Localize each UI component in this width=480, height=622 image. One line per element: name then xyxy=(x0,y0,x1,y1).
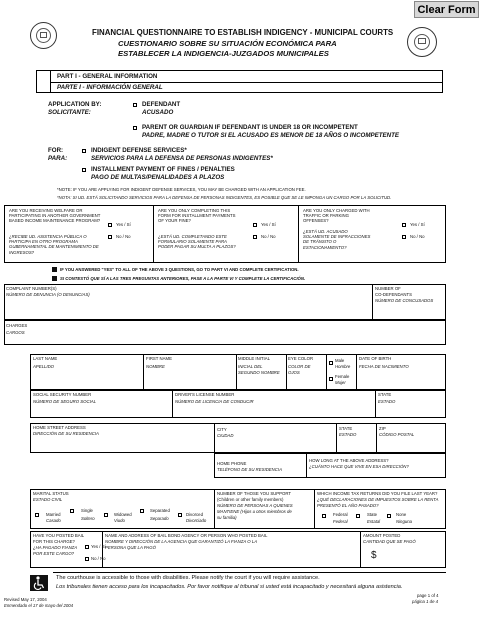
dl-label-en: DRIVER'S LICENSE NUMBER xyxy=(175,392,235,397)
marital-label-es: ESTADO CIVIL xyxy=(33,497,63,502)
title-spanish-line2: ESTABLECER LA INDIGENCIA-JUZGADOS MUNICIPALES xyxy=(118,49,329,58)
clear-form-button[interactable]: Clear Form xyxy=(414,1,479,18)
codefendants-label-es: NÚMERO DE CONCUSADOS xyxy=(375,298,434,303)
q2-es: ¿ESTÁ UD. COMPLETANDO ESTE FORMULARIO SOLAMENTE PARA PODER PAGAR SU MULTA A PLAZOS? xyxy=(158,234,236,250)
bail-label-en1: HAVE YOU POSTED BAIL xyxy=(33,533,85,538)
court-seal-right xyxy=(407,27,437,57)
charges-row xyxy=(4,320,446,345)
parent-es: PADRE, MADRE O TUTOR SI EL ACUSADO ES MENOR DE 18 AÑOS O INCOMPETENTE xyxy=(142,132,400,139)
parent-en: PARENT OR GUARDIAN IF DEFENDANT IS UNDER 18 OR INCOMPETENT xyxy=(142,124,358,131)
support-label-en1: NUMBER OF THOSE YOU SUPPORT xyxy=(217,491,292,496)
bail-no-checkbox[interactable] xyxy=(85,557,89,561)
codefendants-label-en2: CO-DEFENDANTS xyxy=(375,292,413,297)
divorced-label-es: Divorciado xyxy=(186,518,207,523)
widowed-label-es: Viudo xyxy=(114,518,125,523)
bondsman-label-es1: NOMBRE Y DIRECCIÓN DE LA AGENCIA QUE GARANTIZÓ LA FIANZA O LA xyxy=(105,539,258,544)
state-label-es: ESTADO xyxy=(378,399,396,404)
state-label-en: STATE xyxy=(378,392,392,397)
bail-label-es2: POR ESTE CARGO? xyxy=(33,551,75,556)
address-label-es: DIRECCIÓN DE SU RESIDENCIA xyxy=(33,431,99,436)
defendant-checkbox[interactable] xyxy=(133,103,137,107)
dl-label-es: NÚMERO DE LICENCIA DE CONDUCIR xyxy=(175,399,254,404)
application-label-es: SOLICITANTE: xyxy=(48,109,91,116)
none-label-es: Ninguna xyxy=(396,519,413,524)
q1-es: ¿RECIBE UD. ASISTENCIA PÚBLICA O PARTICIPA EN OTRO PROGRAMA GUBERNAMENTAL DE MANTENIMIENTO DE INGRESOS? xyxy=(9,234,99,255)
married-label-es: Casado xyxy=(46,518,61,523)
eye-label-en: EYE COLOR xyxy=(288,356,314,361)
address-label-en: HOME STREET ADDRESS xyxy=(33,425,86,430)
state-tax-label: State xyxy=(367,512,378,517)
charges-label-en: CHARGES xyxy=(6,323,28,328)
separated-checkbox[interactable] xyxy=(140,509,144,513)
single-label-es: Soltero xyxy=(81,516,95,521)
fines-en: INSTALLMENT PAYMENT OF FINES / PENALTIES xyxy=(91,166,235,173)
q2-no: No / No xyxy=(261,234,276,239)
complaint-label-es: NÚMERO DE DENUNCIA (O DENUNCIAS) xyxy=(6,292,90,297)
city-label-es: CIUDAD xyxy=(217,433,234,438)
female-checkbox[interactable] xyxy=(329,377,333,381)
bondsman-label-es2: PERSONA QUE LA PAGÓ xyxy=(105,545,156,550)
separated-label-es: Separado xyxy=(150,516,169,521)
q3-en: ARE YOU ONLY CHARGED WITH TRAFFIC OR PARKING OFFENSES? xyxy=(303,208,370,224)
bail-yes-checkbox[interactable] xyxy=(85,545,89,549)
separated-label: Separated xyxy=(150,508,170,513)
eye-label-es2: OJOS xyxy=(288,370,300,375)
q3-no: No / No xyxy=(410,234,425,239)
charges-label-es: CARGOS xyxy=(6,330,25,335)
for-label-en: FOR: xyxy=(48,147,64,154)
state2-label-en: STATE xyxy=(339,426,353,431)
note-es: *NOTA: SI UD. ESTÁ SOLICITANDO SERVICIOS PARA LA DEFENSA DE PERSONAS INDIGENTES, ES POSIBLE QUE SE LE IMPONGA UN CARGO POR LA SOLICITUD. xyxy=(57,195,392,200)
howlong-label-en: HOW LONG AT THE ABOVE ADDRESS? xyxy=(309,458,389,463)
dollar-sign: $ xyxy=(371,550,377,561)
support-label-en2: (Children or other family members) xyxy=(217,497,284,502)
wheelchair-icon xyxy=(30,575,48,591)
page-es: página 1 de 4 xyxy=(412,599,439,604)
for-label-es: PARA: xyxy=(48,155,68,162)
instruction-marker-es xyxy=(52,276,57,281)
middle-label-es2: SEGUNDO NOMBRE xyxy=(238,370,280,375)
support-label-es2: MANTIENE (Hijos u otros miembros de xyxy=(217,509,292,514)
bail-no-label: No / No xyxy=(91,556,106,561)
phone-label-en: HOME PHONE xyxy=(217,461,247,466)
instruction-en: IF YOU ANSWERED "YES" TO ALL OF THE ABOVE 3 QUESTIONS, GO TO PART VI AND COMPLETE CERTIFICATION. xyxy=(60,267,299,272)
tax-label-en: WHICH INCOME TAX RETURNS DID YOU FILE LAST YEAR? xyxy=(317,491,438,496)
parent-checkbox[interactable] xyxy=(133,126,137,130)
widowed-label: Widowed xyxy=(114,512,132,517)
support-label-es3: su familia) xyxy=(217,515,237,520)
court-seal-left xyxy=(30,22,57,49)
female-label-es: Mujer xyxy=(335,380,346,385)
q1-yes: Yes / Sí xyxy=(116,222,131,227)
male-checkbox[interactable] xyxy=(329,361,333,365)
federal-checkbox[interactable] xyxy=(322,514,326,518)
middle-label-en: MIDDLE INITIAL xyxy=(238,356,270,361)
indigent-services-checkbox[interactable] xyxy=(82,149,86,153)
complaint-input[interactable] xyxy=(6,300,366,317)
marital-label-en: MARITAL STATUS xyxy=(33,491,69,496)
accessibility-en: The courthouse is accessible to those with disabilities. Please notify the court if you will require assistance. xyxy=(56,575,320,581)
q3-yes: Yes / Sí xyxy=(410,222,425,227)
q3-no-checkbox[interactable] xyxy=(402,235,406,239)
dob-label-en: DATE OF BIRTH xyxy=(359,356,392,361)
ssn-label-en: SOCIAL SECURITY NUMBER xyxy=(33,392,92,397)
title-spanish-line1: CUESTIONARIO SOBRE SU SITUACIÓN ECONÓMICA PARA xyxy=(118,39,337,48)
male-label: Male xyxy=(335,358,345,363)
services-es: SERVICIOS PARA LA DEFENSA DE PERSONAS INDIGENTES* xyxy=(91,155,273,162)
none-checkbox[interactable] xyxy=(387,514,391,518)
instruction-es: SI CONTESTÓ QUE SÍ A LAS TRES PREGUNTAS ANTERIORES, PASE A LA PARTE VI Y COMPLETE LA CERTIFICACIÓN. xyxy=(60,276,306,281)
codefendants-label-en1: NUMBER OF xyxy=(375,286,401,291)
q3-yes-checkbox[interactable] xyxy=(402,223,406,227)
application-label-en: APPLICATION BY: xyxy=(48,101,102,108)
federal-label-es: Federal xyxy=(333,519,348,524)
eye-label-es1: COLOR DE xyxy=(288,364,311,369)
instruction-marker-en xyxy=(52,267,57,272)
revised-es: Enmendado el 17 de mayo del 2004 xyxy=(4,603,74,608)
q2-yes-checkbox[interactable] xyxy=(253,223,257,227)
q1-no-checkbox[interactable] xyxy=(108,235,112,239)
female-label: Female xyxy=(335,374,350,379)
tax-label-es1: ¿QUÉ DECLARACIONES DE IMPUESTOS SOBRE LA RENTA xyxy=(317,497,439,502)
widowed-checkbox[interactable] xyxy=(104,513,108,517)
federal-label: Federal xyxy=(333,512,348,517)
bondsman-label-en: NAME AND ADDRESS OF BAIL BOND AGENCY OR PERSON WHO POSTED BAIL xyxy=(105,533,268,538)
first-name-label-en: FIRST NAME xyxy=(146,356,172,361)
part1-title-en: PART I - GENERAL INFORMATION xyxy=(57,73,158,80)
page-en: page 1 of 4 xyxy=(417,593,439,598)
services-en: INDIGENT DEFENSE SERVICES* xyxy=(91,147,187,154)
bail-label-es1: ¿HA PAGADO FIANZA xyxy=(33,545,78,550)
defendant-en: DEFENDANT xyxy=(142,101,181,108)
q1-no: No / No xyxy=(116,234,131,239)
divorced-checkbox[interactable] xyxy=(178,513,182,517)
amount-label-es: CANTIDAD QUE SE PAGÓ xyxy=(363,539,416,544)
q3-es: ¿ESTÁ UD. ACUSADO SOLAMENTE DE INFRACCIONES DE TRÁNSITO O ESTACIONAMIENTO? xyxy=(303,229,371,250)
fines-es: PAGO DE MULTAS/PENALIDADES A PLAZOS xyxy=(91,174,225,181)
accessibility-es: Los tribunales tienen acceso para los incapacitados. Por favor notifique al tribunal si usted está incapacitado y necesitará alguna asistencia. xyxy=(56,584,403,590)
last-name-label-es: APELLIDO xyxy=(33,364,55,369)
state2-label-es: ESTADO xyxy=(339,432,357,437)
bail-label-en2: FOR THIS CHARGE? xyxy=(33,539,75,544)
phone-label-es: TELÉFONO DE SU RESIDENCIA xyxy=(217,467,282,472)
defendant-es: ACUSADO xyxy=(142,109,174,116)
amount-label-en: AMOUNT POSTED xyxy=(363,533,401,538)
support-label-es1: NÚMERO DE PERSONAS A QUIENES xyxy=(217,503,293,508)
q2-yes: Yes / Sí xyxy=(261,222,276,227)
q1-yes-checkbox[interactable] xyxy=(108,223,112,227)
dob-label-es: FECHA DE NACIMIENTO xyxy=(359,364,409,369)
ssn-label-es: NÚMERO DE SEGURO SOCIAL xyxy=(33,399,97,404)
state-tax-label-es: Estatal xyxy=(367,519,381,524)
part1-title-es: PARTE I - INFORMACIÓN GENERAL xyxy=(57,84,163,91)
installment-checkbox[interactable] xyxy=(82,168,86,172)
q2-en: ARE YOU ONLY COMPLETING THIS FORM FOR INSTALLMENT PAYMENTS OF YOUR FINE? xyxy=(158,208,236,224)
title-english: FINANCIAL QUESTIONNAIRE TO ESTABLISH INDIGENCY - MUNICIPAL COURTS xyxy=(92,28,394,37)
male-label-es: Hombre xyxy=(335,364,351,369)
last-name-label-en: LAST NAME xyxy=(33,356,58,361)
middle-label-es1: INICIAL DEL xyxy=(238,364,263,369)
married-checkbox[interactable] xyxy=(35,513,39,517)
zip-label-es: CÓDIGO POSTAL xyxy=(379,432,415,437)
revised-en: Revised May 17, 2004 xyxy=(4,597,47,602)
single-checkbox[interactable] xyxy=(70,509,74,513)
state-tax-checkbox[interactable] xyxy=(356,514,360,518)
single-label: Single xyxy=(81,508,93,513)
note-en: *NOTE: IF YOU ARE APPLYING FOR INDIGENT DEFENSE SERVICES, YOU MAY BE CHARGED WITH AN APPLICATION FEE. xyxy=(57,187,306,192)
married-label: Married xyxy=(46,512,61,517)
none-label: None xyxy=(396,512,407,517)
tax-label-es2: PRESENTÓ EL AÑO PASADO? xyxy=(317,503,379,508)
bail-yes-label: Yes / Sí xyxy=(91,544,106,549)
divorced-label: Divorced xyxy=(186,512,203,517)
howlong-label-es: ¿CUÁNTO HACE QUE VIVE EN ESA DIRECCIÓN? xyxy=(309,464,409,469)
city-label-en: CITY xyxy=(217,427,227,432)
q2-no-checkbox[interactable] xyxy=(253,235,257,239)
q1-en: ARE YOU RECEIVING WELFARE OR PARTICIPATING IN ANOTHER GOVERNMENT BASED INCOME MAINTENANCE PROGRAM? xyxy=(9,208,101,224)
first-name-label-es: NOMBRE xyxy=(146,364,165,369)
complaint-label-en: COMPLAINT NUMBER(S) xyxy=(6,286,57,291)
zip-label-en: ZIP xyxy=(379,426,386,431)
